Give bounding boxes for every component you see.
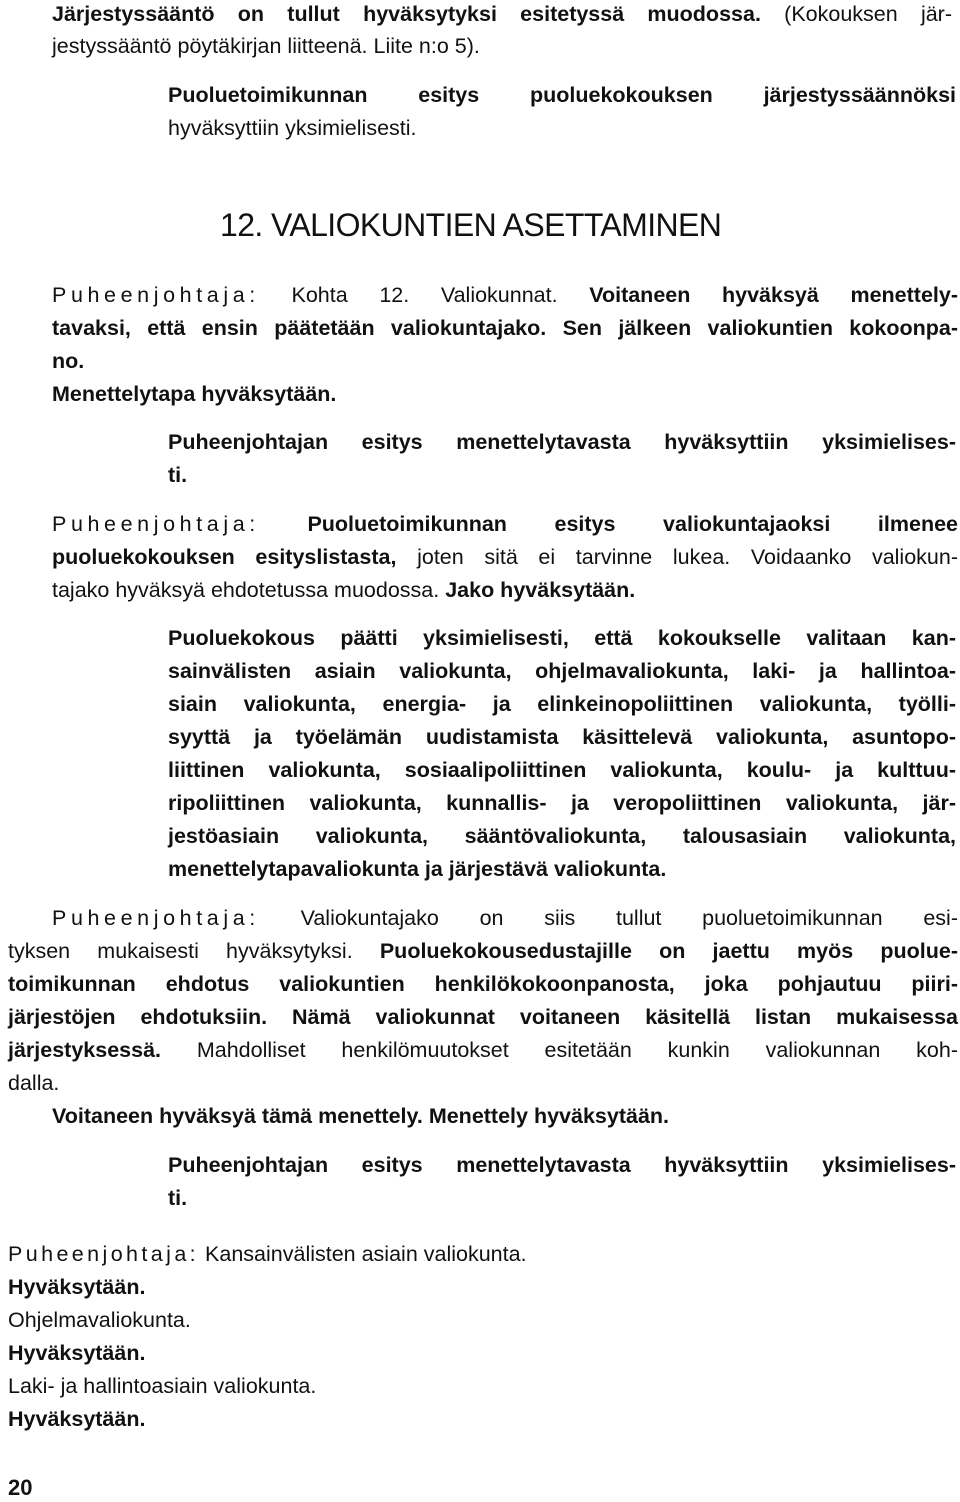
text-bold: Puoluetoimikunnan esitys valiokuntajaoksi ilmenee — [259, 512, 958, 536]
text-line — [52, 543, 958, 571]
text-bold: Hyväksytään. — [8, 1275, 146, 1299]
text-bold: Jako hyväksytään. — [439, 578, 636, 602]
text-line — [168, 461, 187, 489]
text-normal: Mahdolliset henkilömuutokset esitetään kunkin valiokunnan koh- — [161, 1038, 958, 1062]
text-normal: tyksen mukaisesti hyväksytyksi. — [8, 939, 353, 963]
text-line — [168, 114, 417, 142]
speaker-label: Puheenjohtaja: — [8, 1242, 200, 1266]
speaker-label: Puheenjohtaja: — [52, 512, 260, 536]
text-normal: jestyssääntö pöytäkirjan liitteenä. Liite n:o 5). — [52, 34, 480, 58]
text-line — [168, 1151, 956, 1179]
text-bold: ti. — [168, 463, 188, 487]
text-line — [52, 0, 952, 28]
text-line — [8, 1339, 145, 1367]
text-bold: Puoluekokous päätti yksimielisesti, että kokoukselle valitaan kan- — [168, 626, 956, 650]
text-line — [168, 789, 956, 817]
text-line — [168, 81, 956, 109]
text-bold: Puheenjohtajan esitys menettelytavasta hyväksyttiin yksimielises- — [168, 1153, 956, 1177]
text-line — [8, 1069, 59, 1097]
text-line — [168, 756, 956, 784]
text-line — [52, 904, 958, 932]
text-normal: Kansainvälisten asiain valiokunta. — [199, 1242, 527, 1266]
speaker-label: Puheenjohtaja: — [52, 283, 260, 307]
text-line — [8, 1273, 145, 1301]
text-line — [8, 937, 958, 965]
text-line — [168, 723, 956, 751]
text-bold: sainvälisten asiain valiokunta, ohjelmavaliokunta, laki- ja hallintoa- — [168, 659, 956, 683]
text-line — [52, 314, 958, 342]
text-bold: Voitaneen hyväksyä tämä menettely. Menettely hyväksytään. — [52, 1104, 670, 1128]
text-line — [52, 347, 84, 375]
text-bold: Järjestyssääntö on tullut hyväksytyksi esitetyssä muodossa. — [52, 2, 761, 26]
text-line — [168, 624, 956, 652]
text-line — [8, 970, 958, 998]
text-normal: Valiokuntajako on siis tullut puoluetoimikunnan esi- — [259, 906, 958, 930]
speaker-label: Puheenjohtaja: — [52, 906, 260, 930]
text-bold: menettelytapavaliokunta ja järjestävä valiokunta. — [168, 857, 667, 881]
text-bold: tavaksi, että ensin päätetään valiokuntajako. Sen jälkeen valiokuntien kokoonpa- — [52, 316, 958, 340]
text-line — [8, 1003, 958, 1031]
text-bold: järjestyksessä. — [8, 1038, 162, 1062]
text-line — [168, 657, 956, 685]
text-bold: ti. — [168, 1186, 188, 1210]
text-normal: (Kokouksen jär- — [760, 2, 952, 26]
text-line — [8, 1036, 958, 1064]
text-normal: Ohjelmavaliokunta. — [8, 1308, 191, 1332]
text-bold: Hyväksytään. — [8, 1407, 146, 1431]
text-bold: siain valiokunta, energia- ja elinkeinopoliittinen valiokunta, työlli- — [168, 692, 956, 716]
text-normal: dalla. — [8, 1071, 60, 1095]
text-line — [8, 1405, 145, 1433]
text-bold: no. — [52, 349, 85, 373]
text-normal: tajako hyväksyä ehdotetussa muodossa. — [52, 578, 440, 602]
page-number: 20 — [8, 1475, 33, 1500]
text-bold: ripoliittinen valiokunta, kunnallis- ja veropoliittinen valiokunta, jär- — [168, 791, 956, 815]
text-line — [52, 576, 635, 604]
text-line — [168, 690, 956, 718]
text-bold: liittinen valiokunta, sosiaalipoliittinen valiokunta, koulu- ja kulttuu- — [168, 758, 956, 782]
text-line — [52, 1102, 669, 1130]
text-bold: puoluekokouksen esityslistasta, — [52, 545, 397, 569]
text-bold: Voitaneen hyväksyä menettely- — [557, 283, 958, 307]
text-line — [52, 281, 958, 309]
text-line — [8, 1240, 527, 1268]
text-line — [8, 1372, 316, 1400]
text-bold: jestöasiain valiokunta, sääntövaliokunta, talousasiain valiokunta, — [168, 824, 956, 848]
text-bold: Menettelytapa hyväksytään. — [52, 382, 337, 406]
text-normal: joten sitä ei tarvinne lukea. Voidaanko valiokun- — [396, 545, 958, 569]
text-line — [52, 32, 480, 60]
text-line — [168, 855, 666, 883]
section-heading: 12. VALIOKUNTIEN ASETTAMINEN — [220, 207, 722, 243]
text-line — [168, 822, 956, 850]
text-bold: toimikunnan ehdotus valiokuntien henkilökokoonpanosta, joka pohjautuu piiri- — [8, 972, 958, 996]
text-line — [168, 1184, 187, 1212]
text-bold: järjestöjen ehdotuksiin. Nämä valiokunnat voitaneen käsitellä listan mukaisessa — [8, 1005, 958, 1029]
text-line — [168, 428, 956, 456]
text-bold: Puoluetoimikunnan esitys puoluekokouksen järjestyssäännöksi — [168, 83, 956, 107]
text-normal: hyväksyttiin yksimielisesti. — [168, 116, 417, 140]
text-line — [8, 1306, 191, 1334]
text-bold: Puheenjohtajan esitys menettelytavasta hyväksyttiin yksimielises- — [168, 430, 956, 454]
text-bold: Puoluekokousedustajille on jaettu myös puolue- — [352, 939, 958, 963]
text-bold: syyttä ja työelämän uudistamista käsittelevä valiokunta, asuntopo- — [168, 725, 956, 749]
text-line — [52, 510, 958, 538]
text-normal: Laki- ja hallintoasiain valiokunta. — [8, 1374, 317, 1398]
text-line — [52, 380, 336, 408]
text-bold: Hyväksytään. — [8, 1341, 146, 1365]
text-normal: Kohta 12. Valiokunnat. — [259, 283, 558, 307]
